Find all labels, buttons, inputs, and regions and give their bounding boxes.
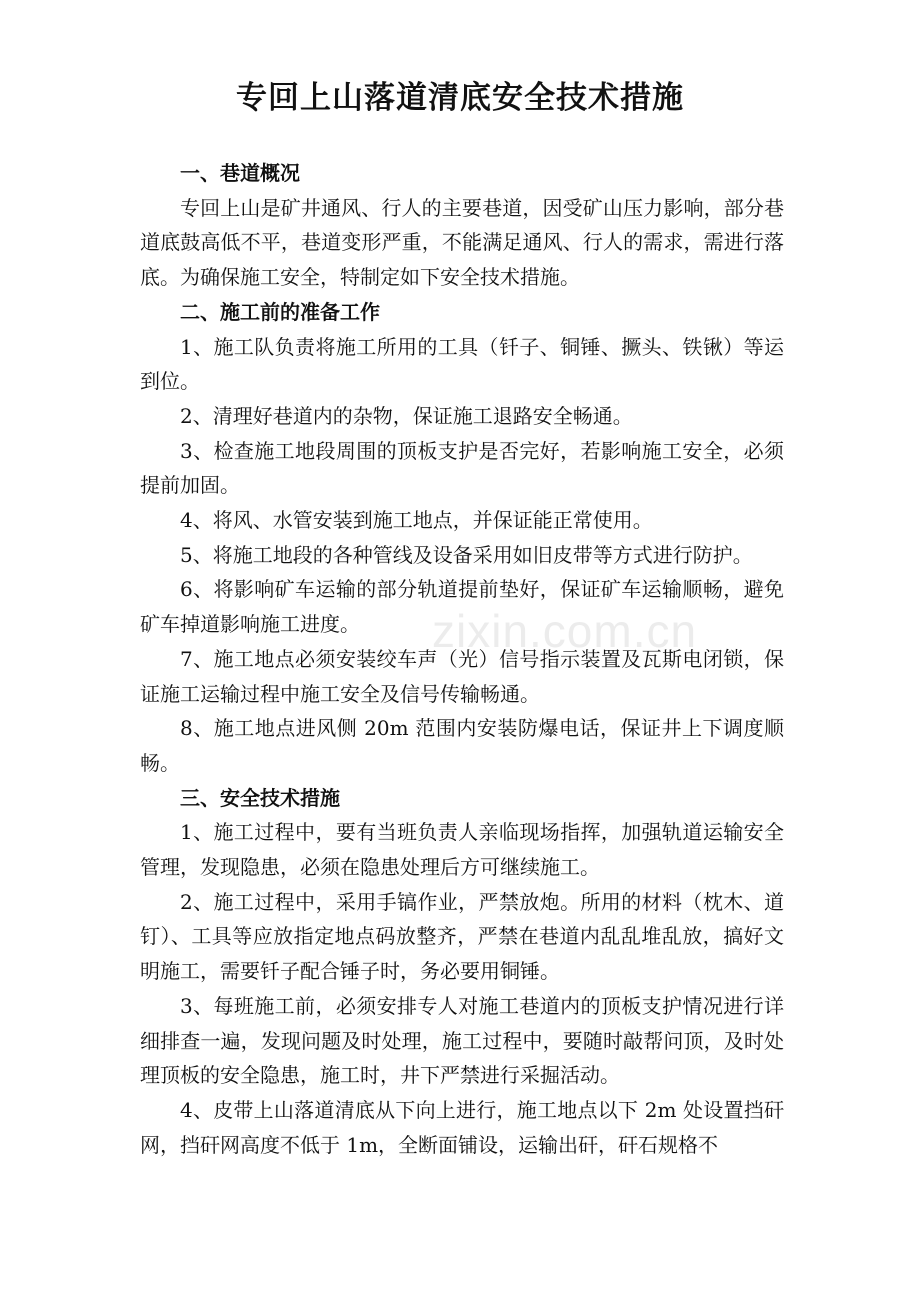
watermark-text: zixin.com.cn <box>432 605 698 657</box>
paragraph: 3、检查施工地段周围的顶板支护是否完好，若影响施工安全，必须提前加固。 <box>140 438 784 498</box>
section-heading: 一、巷道概况 <box>180 161 300 185</box>
paragraph: 1、施工队负责将施工所用的工具（钎子、铜锤、撅头、铁锹）等运到位。 <box>140 334 784 394</box>
paragraph: 8、施工地点进风侧 20m 范围内安装防爆电话，保证井上下调度顺畅。 <box>140 716 784 775</box>
document-title: 专回上山落道清底安全技术措施 <box>236 80 684 116</box>
section-heading: 三、安全技术措施 <box>180 785 340 810</box>
paragraph: 1、施工过程中，要有当班负责人亲临现场指挥，加强轨道运输安全管理，发现隐患，必须在隐患处理后方可继续施工。 <box>140 820 784 880</box>
paragraph: 3、每班施工前，必须安排专人对施工巷道内的顶板支护情况进行详细排查一遍，发现问题及时处理，施工过程中，要随时敲帮问顶，及时处理顶板的安全隐患，施工时，井下严禁进行采掘活动。 <box>140 993 784 1088</box>
paragraph: 6、将影响矿车运输的部分轨道提前垫好，保证矿车运输顺畅，避免矿车掉道影响施工进度。 <box>140 577 784 637</box>
paragraph: 专回上山是矿井通风、行人的主要巷道，因受矿山压力影响，部分巷道底鼓高低不平，巷道变形严重，不能满足通风、行人的需求，需进行落底。为确保施工安全，特制定如下安全技术措施。 <box>140 195 784 290</box>
section-heading: 二、施工前的准备工作 <box>180 299 380 324</box>
document-body <box>140 156 784 1162</box>
paragraph: 4、皮带上山落道清底从下向上进行，施工地点以下 2m 处设置挡矸网，挡矸网高度不低于 1m，全断面铺设，运输出矸，矸石规格不 <box>140 1097 784 1157</box>
paragraph: 4、将风、水管安装到施工地点，并保证能正常使用。 <box>180 508 653 533</box>
paragraph: 7、施工地点必须安装绞车声（光）信号指示装置及瓦斯电闭锁，保证施工运输过程中施工安全及信号传输畅通。 <box>140 646 784 706</box>
paragraph: 2、清理好巷道内的杂物，保证施工退路安全畅通。 <box>180 403 633 428</box>
paragraph: 2、施工过程中，采用手镐作业，严禁放炮。所用的材料（枕木、道钉）、工具等应放指定地点码放整齐，严禁在巷道内乱乱堆乱放，搞好文明施工，需要钎子配合锤子时，务必要用铜锤。 <box>140 889 784 984</box>
paragraph: 5、将施工地段的各种管线及设备采用如旧皮带等方式进行防护。 <box>180 542 753 567</box>
